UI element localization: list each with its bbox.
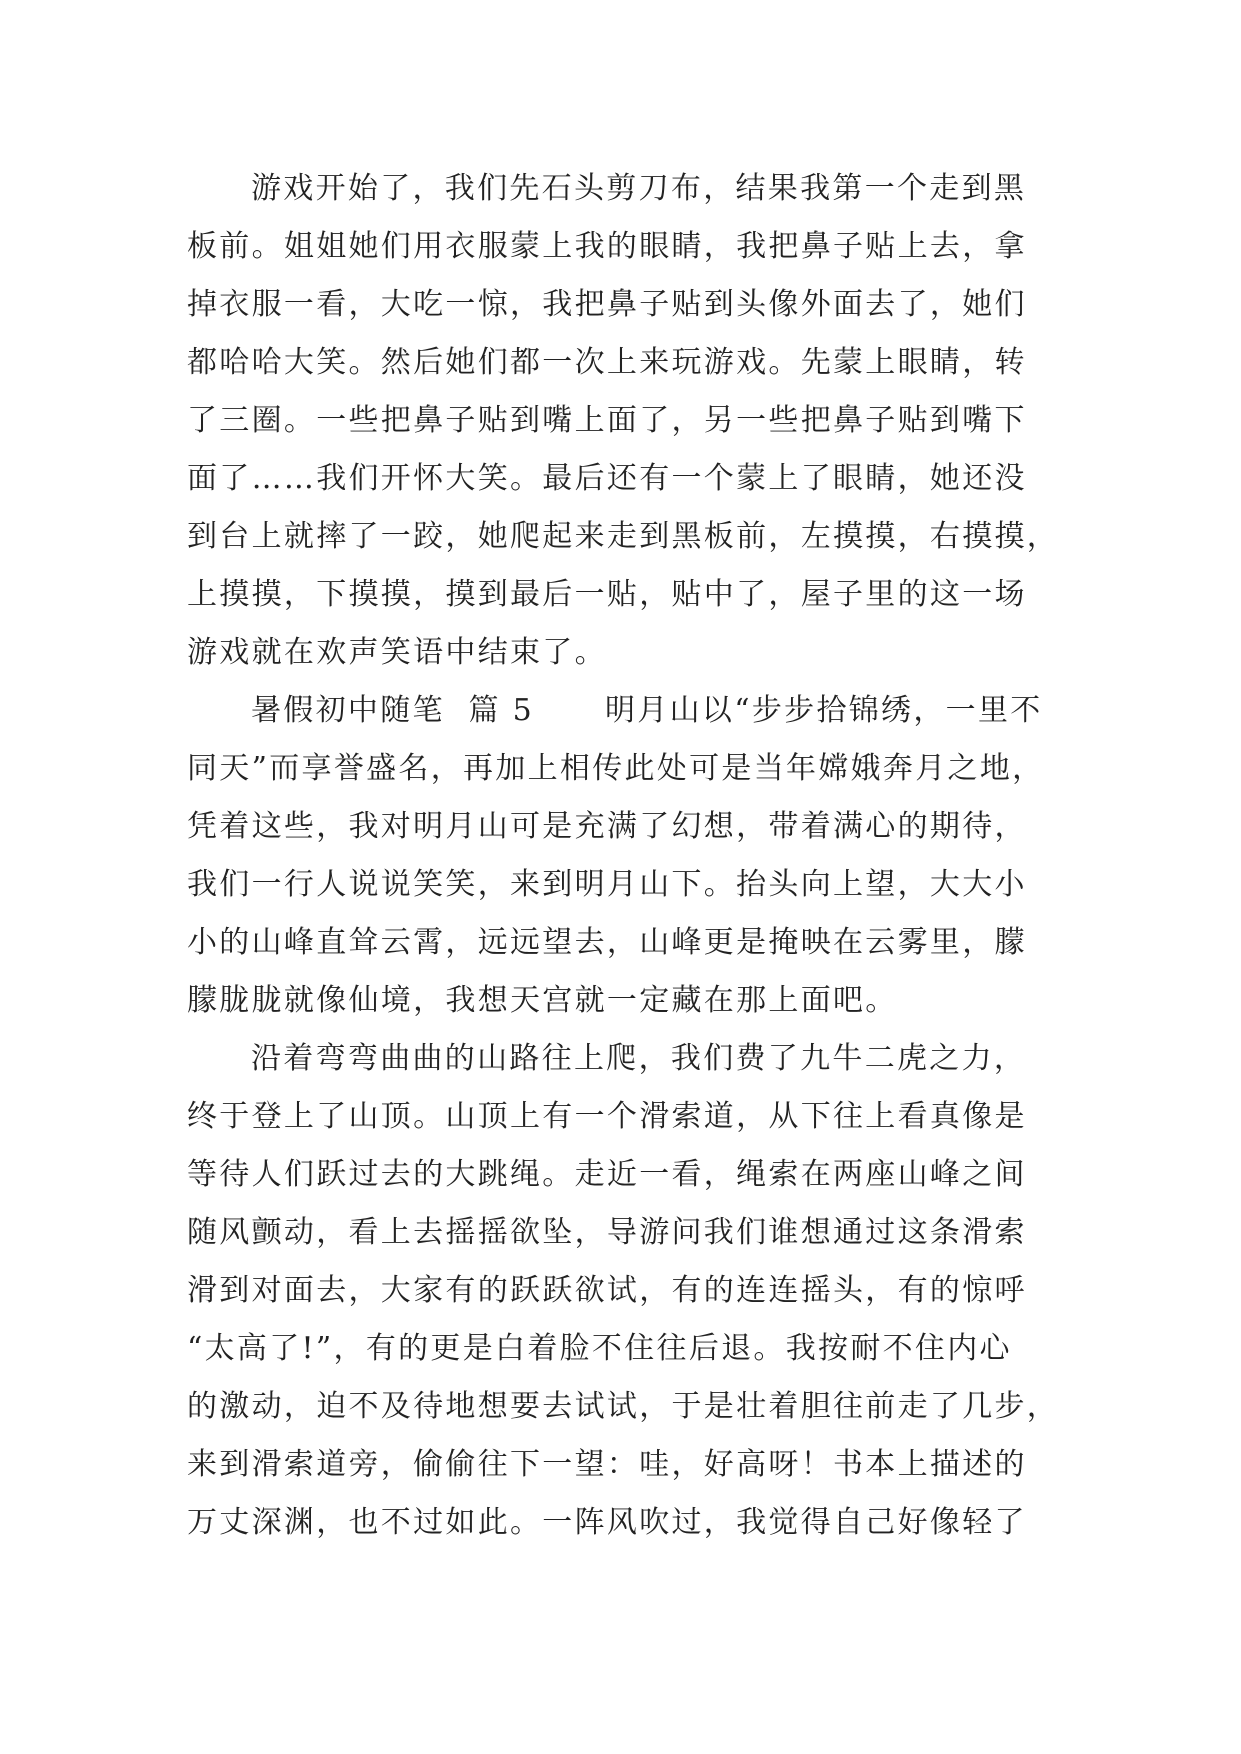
text-line: 的激动，迫不及待地想要去试试，于是壮着胆往前走了几步，: [187, 1389, 1060, 1424]
text-line: 小的山峰直耸云霄，远远望去，山峰更是掩映在云雾里，朦: [187, 925, 1027, 960]
text-line: “太高了!”，有的更是白着脸不住往后退。我按耐不住内心: [187, 1331, 1012, 1366]
text-line: 万丈深渊，也不过如此。一阵风吹过，我觉得自己好像轻了: [187, 1505, 1027, 1540]
text-line: 都哈哈大笑。然后她们都一次上来玩游戏。先蒙上眼睛，转: [187, 345, 1027, 380]
text-line: 了三圈。一些把鼻子贴到嘴上面了，另一些把鼻子贴到嘴下: [187, 403, 1027, 438]
text-line: 掉衣服一看，大吃一惊，我把鼻子贴到头像外面去了，她们: [187, 287, 1027, 322]
text-line: 到台上就摔了一跤，她爬起来走到黑板前，左摸摸，右摸摸，: [187, 519, 1060, 554]
text-line: 朦胧胧就像仙境，我想天宫就一定藏在那上面吧。: [187, 983, 898, 1018]
text-line: 随风颤动，看上去摇摇欲坠，导游问我们谁想通过这条滑索: [187, 1215, 1027, 1250]
text-line: 游戏开始了，我们先石头剪刀布，结果我第一个走到黑: [251, 171, 1027, 206]
text-line: 暑假初中随笔 篇 5 明月山以“步步拾锦绣，一里不: [251, 693, 1043, 728]
text-line: 上摸摸，下摸摸，摸到最后一贴，贴中了，屋子里的这一场: [187, 577, 1027, 612]
text-line: 滑到对面去，大家有的跃跃欲试，有的连连摇头，有的惊呼: [187, 1273, 1027, 1308]
document-body: [187, 160, 1067, 1552]
text-line: 等待人们跃过去的大跳绳。走近一看，绳索在两座山峰之间: [187, 1157, 1027, 1192]
paragraph-game: [187, 160, 1067, 682]
text-line: 同天”而享誉盛名，再加上相传此处可是当年嫦娥奔月之地，: [187, 751, 1045, 786]
text-line: 终于登上了山顶。山顶上有一个滑索道，从下往上看真像是: [187, 1099, 1027, 1134]
text-line: 来到滑索道旁，偷偷往下一望：哇，好高呀！书本上描述的: [187, 1447, 1027, 1482]
text-line: 我们一行人说说笑笑，来到明月山下。抬头向上望，大大小: [187, 867, 1027, 902]
paragraph-mountain-climb: [187, 1030, 1067, 1552]
paragraph-essay-5-intro: [187, 682, 1067, 1030]
text-line: 面了……我们开怀大笑。最后还有一个蒙上了眼睛，她还没: [187, 461, 1027, 496]
text-line: 板前。姐姐她们用衣服蒙上我的眼睛，我把鼻子贴上去，拿: [187, 229, 1027, 264]
text-line: 游戏就在欢声笑语中结束了。: [187, 635, 607, 670]
text-line: 凭着这些，我对明月山可是充满了幻想，带着满心的期待，: [187, 809, 1027, 844]
text-line: 沿着弯弯曲曲的山路往上爬，我们费了九牛二虎之力，: [251, 1041, 1027, 1076]
